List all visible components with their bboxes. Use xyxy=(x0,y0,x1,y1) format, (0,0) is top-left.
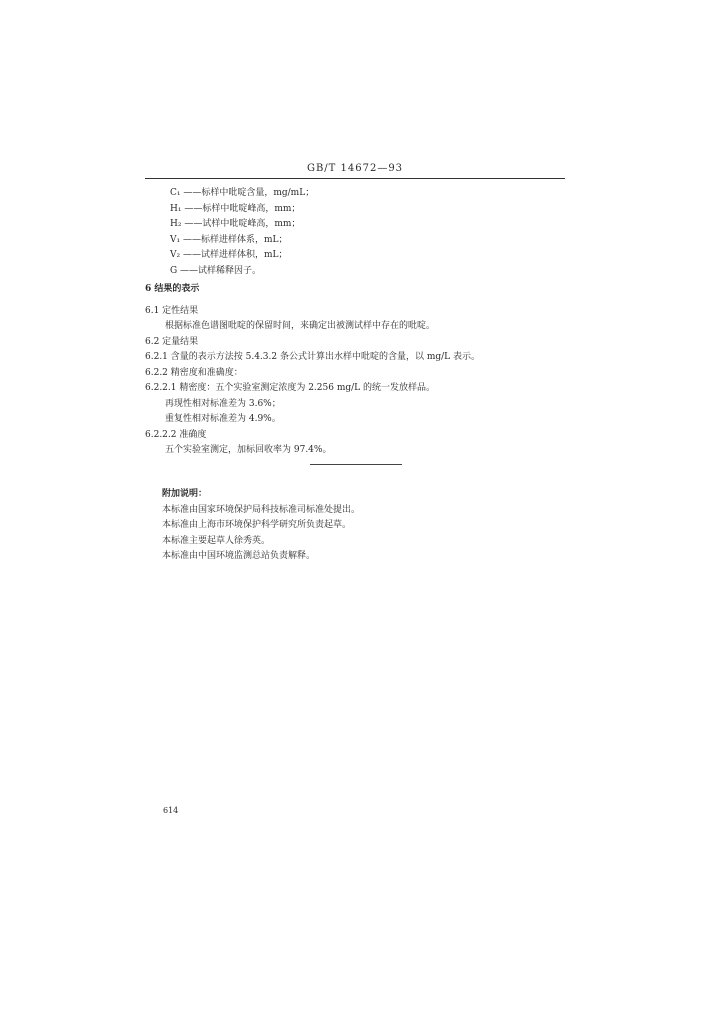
clause: 6.2.2 精密度和准确度： xyxy=(145,367,243,378)
clause: 6.2.2.2 准确度 xyxy=(145,429,207,440)
paragraph: 五个实验室测定，加标回收率为 97.4%。 xyxy=(165,445,332,455)
clause: 6.2.1 含量的表示方法按 5.4.3.2 条公式计算出水样中吡啶的含量，以 mg/L 表示。 xyxy=(145,352,480,362)
var-g: G ——试样稀释因子。 xyxy=(170,265,262,276)
var-h2: H₂ ——试样中吡啶峰高，mm； xyxy=(170,219,301,229)
page-header: GB/T 14672—93 xyxy=(306,163,404,174)
note-line: 本标准由上海市环境保护科学研究所负责起草。 xyxy=(162,520,352,530)
page-number: 614 xyxy=(163,806,179,815)
subsection-quantitative: 6.2 定量结果 xyxy=(145,336,199,347)
header-rule xyxy=(145,178,565,179)
paragraph: 再现性相对标准差为 3.6%； xyxy=(165,398,281,409)
section-separator xyxy=(310,464,402,465)
paragraph: 重复性相对标准差为 4.9%。 xyxy=(165,414,281,424)
subsection-qualitative: 6.1 定性结果 xyxy=(145,305,199,316)
results-section xyxy=(145,282,575,459)
note-line: 本标准由中国环境监测总站负责解释。 xyxy=(162,551,316,561)
var-c1: C₁ ——标样中吡啶含量，mg/mL； xyxy=(170,188,315,198)
clause: 6.2.2.1 精密度：五个实验室测定浓度为 2.256 mg/L 的统一发放样品。 xyxy=(145,383,436,393)
variable-definitions xyxy=(170,186,314,279)
additional-notes xyxy=(162,487,360,565)
note-line: 本标准主要起草人徐秀英。 xyxy=(162,535,271,546)
section-heading: 6 结果的表示 xyxy=(145,284,200,294)
var-h1: H₁ ——标样中吡啶峰高，mm； xyxy=(170,203,301,214)
paragraph: 根据标准色谱图吡啶的保留时间，来确定出被测试样中存在的吡啶。 xyxy=(165,321,436,331)
note-line: 本标准由国家环境保护局科技标准司标准处提出。 xyxy=(162,504,361,515)
var-v2: V₂ ——试样进样体积，mL； xyxy=(170,250,288,260)
notes-heading: 附加说明： xyxy=(162,489,208,499)
var-v1: V₁ ——标样进样体系，mL； xyxy=(170,234,288,245)
